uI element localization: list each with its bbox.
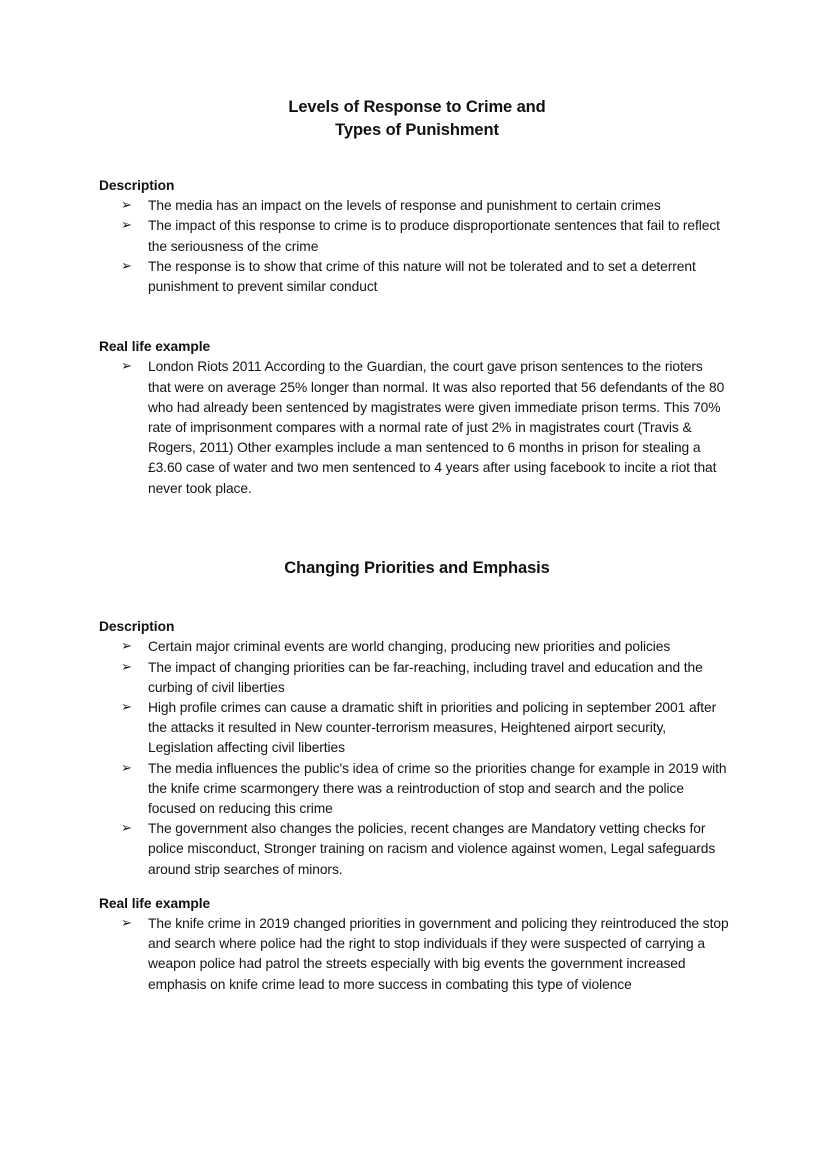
page-title-line-1: Levels of Response to Crime and bbox=[288, 98, 546, 116]
arrow-bullet-icon: ➢ bbox=[121, 760, 132, 776]
arrow-bullet-icon: ➢ bbox=[121, 198, 132, 214]
arrow-bullet-icon: ➢ bbox=[121, 218, 132, 234]
arrow-bullet-icon: ➢ bbox=[121, 258, 132, 274]
page-title bbox=[99, 96, 729, 142]
list-item bbox=[99, 257, 729, 297]
arrow-bullet-icon: ➢ bbox=[121, 916, 132, 932]
spacer bbox=[99, 499, 729, 543]
list-item bbox=[99, 759, 729, 820]
arrow-bullet-icon: ➢ bbox=[121, 359, 132, 375]
spacer bbox=[99, 297, 729, 337]
list-item-text: London Riots 2011 According to the Guardian, the court gave prison sentences to the rioters that were on average 25% longer than normal. It was also reported that 56 defendants of the 80 who had already been sentenced by magistrates were given immediate prison terms. This 70% rate of imprisonment compares with a normal rate of just 2% in magistrates court (Travis & Rogers, 2011) Other examples include a man sentenced to 6 months in prison for stealing a £3.60 case of water and two men sentenced to 4 years after using facebook to incite a riot that never took place. bbox=[148, 359, 725, 496]
spacer bbox=[99, 593, 729, 617]
list-item-text: The media influences the public's idea of crime so the priorities change for example in 2019 with the knife crime scarmongery there was a reintroduction of stop and search and the police focused on reducing this crime bbox=[148, 760, 727, 817]
list-item bbox=[99, 357, 729, 498]
list-item-text: Certain major criminal events are world changing, producing new priorities and policies bbox=[148, 639, 671, 655]
document-content bbox=[99, 96, 729, 995]
spacer bbox=[99, 142, 729, 176]
arrow-bullet-icon: ➢ bbox=[121, 821, 132, 837]
list-item bbox=[99, 819, 729, 880]
description-list-1 bbox=[99, 196, 729, 297]
description-heading-2: Description bbox=[99, 619, 175, 635]
list-item bbox=[99, 216, 729, 256]
arrow-bullet-icon: ➢ bbox=[121, 659, 132, 675]
list-item bbox=[99, 637, 729, 657]
arrow-bullet-icon: ➢ bbox=[121, 700, 132, 716]
list-item-text: The knife crime in 2019 changed priorities in government and policing they reintroduced the stop and search where police had the right to stop individuals if they were suspected of carrying a weapon police had patrol the streets especially with big events the government increased emphasis on knife crime lead to more success in combating this type of violence bbox=[148, 916, 729, 992]
list-item-text: The impact of this response to crime is to produce disproportionate sentences that fail to reflect the seriousness of the crime bbox=[148, 218, 720, 254]
description-heading-1: Description bbox=[99, 178, 175, 193]
section-title-2: Changing Priorities and Emphasis bbox=[284, 558, 550, 577]
list-item-text: High profile crimes can cause a dramatic shift in priorities and policing in september 2001 after the attacks it resulted in New counter-terrorism measures, Heightened airport security, Legislation affecting civil liberties bbox=[148, 700, 717, 756]
example-heading-2: Real life example bbox=[99, 895, 211, 911]
example-heading-1: Real life example bbox=[99, 339, 211, 355]
page-title-line-2: Types of Punishment bbox=[335, 121, 499, 139]
list-item-text: The response is to show that crime of this nature will not be tolerated and to set a deterrent punishment to prevent similar conduct bbox=[148, 258, 696, 295]
example-list-2 bbox=[99, 914, 729, 995]
arrow-bullet-icon: ➢ bbox=[121, 639, 132, 655]
list-item-text: The government also changes the policies, recent changes are Mandatory vetting checks for police misconduct, Stronger training on racism and violence against women, Legal safeguards around strip searches of minors. bbox=[148, 821, 716, 877]
example-list-1 bbox=[99, 357, 729, 498]
list-item bbox=[99, 698, 729, 759]
list-item bbox=[99, 196, 729, 216]
description-list-2 bbox=[99, 637, 729, 879]
list-item-text: The impact of changing priorities can be far-reaching, including travel and education and the curbing of civil liberties bbox=[148, 659, 703, 695]
list-item bbox=[99, 658, 729, 698]
list-item bbox=[99, 914, 729, 995]
spacer bbox=[99, 880, 729, 894]
list-item-text: The media has an impact on the levels of response and punishment to certain crimes bbox=[148, 198, 661, 214]
